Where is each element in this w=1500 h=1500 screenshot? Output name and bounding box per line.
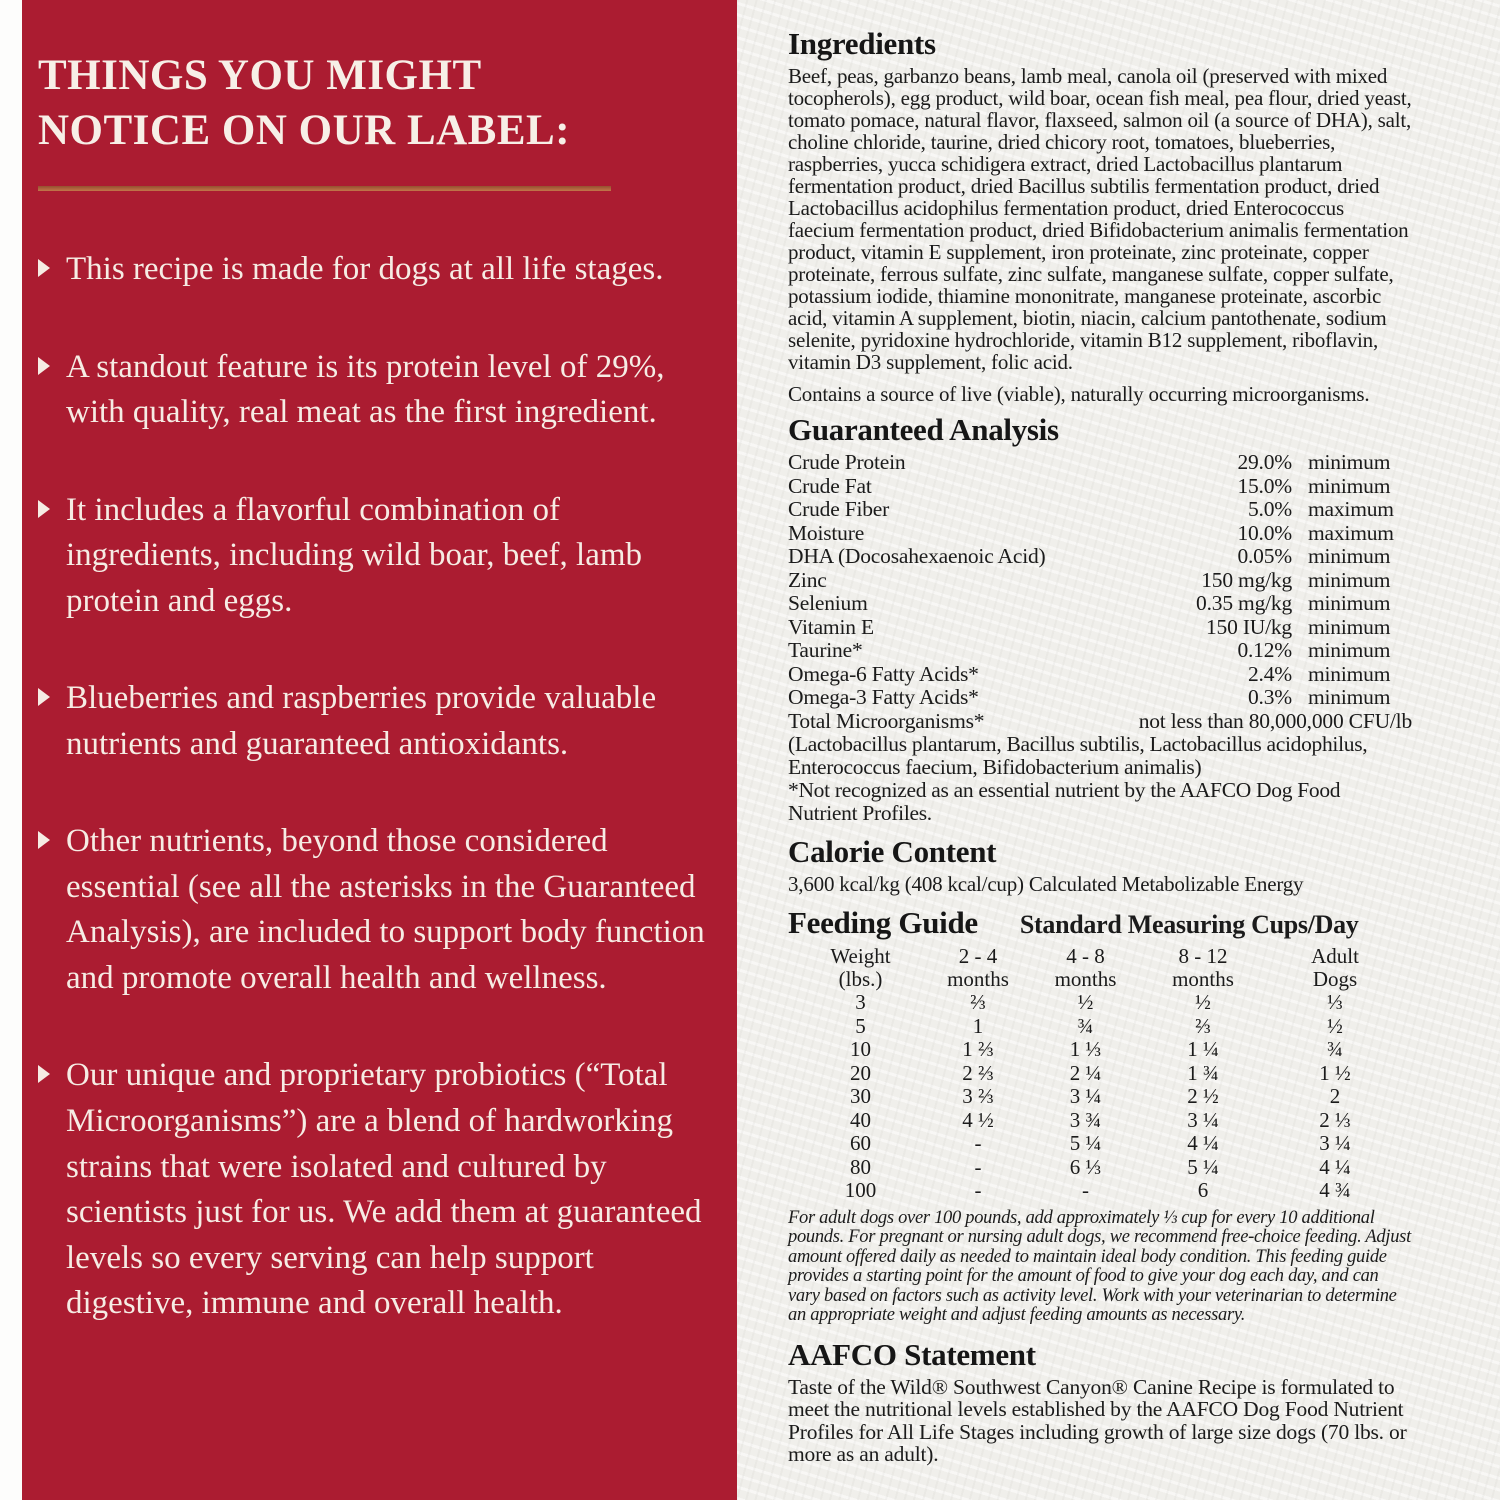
weight-cell: 3: [855, 990, 866, 1014]
cups-cell: 5 ¼: [1187, 1154, 1219, 1179]
bullet-text: A standout feature is its protein level of 29%, with quality, real meat as the first ingredient.: [66, 348, 665, 431]
column-header-line: (lbs.): [838, 967, 883, 991]
cups-cell: 3 ¼: [1319, 1131, 1351, 1155]
guaranteed-analysis-row: [788, 522, 1412, 546]
nutrient-qualifier: minimum: [1308, 661, 1391, 686]
cups-cell: 4 ¼: [1319, 1154, 1351, 1179]
guaranteed-analysis-row: [788, 498, 1412, 522]
cups-cell: 4 ¼: [1187, 1131, 1219, 1155]
nutrient-value: 150 mg/kg: [1201, 567, 1292, 592]
nutrient-label: Zinc: [788, 567, 827, 592]
cups-cell: -: [974, 1154, 982, 1179]
cups-cell: 1 ⅓: [1069, 1037, 1102, 1061]
cups-cell: 1: [972, 1013, 984, 1038]
guaranteed-analysis-row: [788, 569, 1412, 593]
triangle-bullet-icon: [38, 357, 50, 375]
nutrient-value: 2.4%: [1248, 661, 1292, 686]
nutrient-qualifier: minimum: [1308, 450, 1391, 474]
calorie-content-section: [788, 834, 1412, 895]
feeding-guide-column-headers: [788, 945, 1412, 991]
nutrient-qualifier: minimum: [1308, 567, 1391, 592]
nutrient-value: 0.3%: [1248, 685, 1292, 709]
column-header-line: Dogs: [1312, 967, 1358, 991]
aafco-statement-heading: AAFCO Statement: [788, 1336, 1036, 1372]
cups-cell: 1 ¾: [1187, 1060, 1219, 1085]
microorganism-species-list: (Lactobacillus plantarum, Bacillus subtilis, Lactobacillus acidophilus, Enterococcus faecium, Bifidobacterium animalis): [788, 732, 1368, 779]
cups-cell: 2: [1329, 1084, 1341, 1108]
nutrient-value: 29.0%: [1237, 450, 1292, 474]
feeding-guide-header: [788, 905, 1412, 941]
feeding-guide-row: [788, 1085, 1412, 1109]
weight-cell: 20: [850, 1060, 871, 1085]
cups-cell: ⅓: [1327, 990, 1343, 1014]
triangle-bullet-icon: [38, 831, 50, 849]
cups-cell: 3 ¾: [1069, 1107, 1102, 1132]
nutrient-qualifier: minimum: [1308, 638, 1391, 662]
weight-cell: 100: [844, 1178, 877, 1202]
cups-cell: -: [974, 1178, 982, 1202]
nutrient-value: 15.0%: [1237, 473, 1292, 498]
column-header-line: months: [1054, 967, 1117, 991]
label-notes-list: [38, 247, 707, 1327]
triangle-bullet-icon: [38, 259, 50, 277]
feeding-guide-column-header: [1023, 945, 1148, 991]
nutrient-label: Crude Fiber: [788, 497, 890, 521]
panel-title-line2: NOTICE ON OUR LABEL:: [38, 107, 571, 155]
nutrient-qualifier: minimum: [1308, 544, 1391, 568]
ingredients-heading: Ingredients: [788, 26, 936, 61]
aafco-statement-body: Taste of the Wild® Southwest Canyon® Canine Recipe is formulated to meet the nutritional levels established by the AAFCO Dog Food Nutrient Profiles for All Life Stages including growth of large size dogs (70 lbs. or more as an adult).: [788, 1374, 1407, 1466]
cups-cell: 1 ⅔: [962, 1037, 994, 1061]
guaranteed-analysis-row: [788, 686, 1412, 710]
nutrient-label: DHA (Docosahexaenoic Acid): [788, 544, 1046, 568]
cups-cell: 6: [1197, 1178, 1209, 1202]
feeding-guide-row: [788, 991, 1412, 1015]
feeding-guide-note: For adult dogs over 100 pounds, add approximately ⅓ cup for every 10 additional pounds. For pregnant or nursing adult dogs, we recommend free-choice feeding. Adjust amount offered daily as needed to maintain ideal body condition. This feeding guide provides a starting point for the amount of food to give your dog each day, and can vary based on factors such as activity level. Work with your veterinarian to determine an appropriate weight and adjust feeding amounts as necessary.: [788, 1207, 1411, 1325]
weight-cell: 80: [850, 1154, 871, 1179]
bullet-item: [38, 247, 707, 293]
total-microorganisms-value: not less than 80,000,000 CFU/lb: [1138, 708, 1412, 733]
nutrient-value: 5.0%: [1248, 497, 1292, 521]
feeding-guide-column-header: [788, 945, 933, 991]
nutrient-label: Omega-3 Fatty Acids*: [788, 685, 979, 709]
cups-cell: 2 ⅓: [1319, 1107, 1351, 1132]
nutrient-label: Crude Fat: [788, 473, 872, 498]
cups-cell: 2 ⅔: [962, 1060, 994, 1085]
feeding-guide-table: [788, 945, 1412, 1203]
column-header-line: 2 - 4: [958, 944, 998, 968]
total-microorganisms-label: Total Microorganisms*: [788, 708, 985, 733]
guaranteed-analysis-row: [788, 639, 1412, 663]
cups-cell: 6 ⅓: [1069, 1154, 1102, 1179]
weight-cell: 30: [850, 1084, 871, 1108]
nutrient-label: Moisture: [788, 520, 865, 545]
nutrient-label: Omega-6 Fatty Acids*: [788, 661, 979, 686]
nutrient-label: Selenium: [788, 591, 868, 615]
nutrient-qualifier: maximum: [1308, 497, 1394, 521]
cups-cell: -: [1082, 1178, 1089, 1202]
nutrient-qualifier: minimum: [1308, 685, 1391, 709]
guaranteed-analysis-row: [788, 451, 1412, 475]
cups-cell: 3 ⅔: [962, 1084, 994, 1108]
nutrient-qualifier: maximum: [1308, 520, 1394, 545]
feeding-guide-row: [788, 1038, 1412, 1062]
bullet-item: [38, 345, 707, 436]
red-info-panel: [22, 0, 737, 1500]
column-header-line: Adult: [1311, 944, 1359, 968]
bullet-item: [38, 488, 707, 625]
cups-cell: 4 ½: [962, 1107, 994, 1132]
feeding-guide-row: [788, 1109, 1412, 1133]
cups-cell: 5 ¼: [1069, 1131, 1102, 1155]
bullet-item: [38, 819, 707, 1001]
guaranteed-analysis-section: [788, 412, 1412, 825]
nutrient-value: 0.35 mg/kg: [1196, 591, 1292, 615]
label-back-panel: [737, 0, 1500, 1500]
feeding-guide-row: [788, 1132, 1412, 1156]
cups-cell: 1 ½: [1319, 1060, 1351, 1085]
cups-cell: 3 ¼: [1187, 1107, 1219, 1132]
nutrient-label: Crude Protein: [788, 450, 906, 474]
live-microorganisms-note: Contains a source of live (viable), naturally occurring microorganisms.: [788, 382, 1370, 406]
column-header-line: Weight: [830, 944, 891, 968]
guaranteed-analysis-heading: Guaranteed Analysis: [788, 412, 1059, 447]
cups-cell: 3 ¼: [1069, 1084, 1102, 1108]
bullet-text: Other nutrients, beyond those considered essential (see all the asterisks in the Guaranteed Analysis), are included to support body function and promote overall health and wellness.: [66, 823, 705, 996]
nutrient-value: 0.12%: [1237, 638, 1292, 662]
aafco-statement-section: [788, 1337, 1412, 1466]
feeding-guide-column-header: [1148, 945, 1258, 991]
bullet-text: This recipe is made for dogs at all life stages.: [66, 251, 664, 288]
weight-cell: 60: [850, 1131, 871, 1155]
cups-cell: ½: [1327, 1013, 1343, 1038]
bullet-text: It includes a flavorful combination of ingredients, including wild boar, beef, lamb protein and eggs.: [66, 491, 643, 619]
weight-cell: 10: [850, 1037, 871, 1061]
feeding-guide-column-header: [1258, 945, 1412, 991]
panel-title: [38, 48, 707, 158]
panel-title-line1: THINGS YOU MIGHT: [38, 52, 482, 99]
triangle-bullet-icon: [38, 688, 50, 706]
total-microorganisms-row: [788, 710, 1412, 734]
weight-cell: 40: [850, 1107, 871, 1132]
cups-cell: 1 ¼: [1187, 1037, 1219, 1061]
measuring-cups-subheading: Standard Measuring Cups/Day: [1019, 910, 1359, 939]
nutrient-qualifier: minimum: [1308, 614, 1391, 639]
guaranteed-analysis-row: [788, 592, 1412, 616]
ingredients-section: [788, 26, 1412, 405]
cups-cell: ¾: [1327, 1037, 1343, 1061]
triangle-bullet-icon: [38, 500, 50, 518]
feeding-guide-section: [788, 905, 1412, 1326]
guaranteed-analysis-row: [788, 545, 1412, 569]
feeding-guide-row: [788, 1015, 1412, 1039]
feeding-guide-column-header: [933, 945, 1023, 991]
ingredients-body: Beef, peas, garbanzo beans, lamb meal, canola oil (preserved with mixed tocopherols), egg product, wild boar, ocean fish meal, pea flour, dried yeast, tomato pomace, natural flavor, flaxseed, salmon oil (a source of DHA), salt, choline chloride, taurine, dried chicory root, tomatoes, blueberries, raspberries, yucca schidigera extract, dried Lactobacillus plantarum fermentation product, dried Bacillus subtilis fermentation product, dried Lactobacillus acidophilus fermentation product, dried Enterococcus faecium fermentation product, dried Bifidobacterium animalis fermentation product, vitamin E supplement, iron proteinate, zinc proteinate, copper proteinate, ferrous sulfate, zinc sulfate, manganese sulfate, copper sulfate, potassium iodide, thiamine mononitrate, manganese proteinate, ascorbic acid, vitamin A supplement, biotin, niacin, calcium pantothenate, sodium selenite, pyridoxine hydrochloride, vitamin B12 supplement, riboflavin, vitamin D3 supplement, folic acid.: [788, 64, 1412, 374]
cups-cell: ¾: [1077, 1013, 1094, 1038]
nutrient-qualifier: minimum: [1308, 473, 1391, 498]
guaranteed-analysis-row: [788, 616, 1412, 640]
feeding-guide-row: [788, 1156, 1412, 1180]
bullet-item: [38, 676, 707, 767]
cups-cell: -: [974, 1131, 982, 1155]
nutrient-label: Taurine*: [788, 638, 863, 662]
nutrient-label: Vitamin E: [788, 614, 874, 639]
calorie-content-heading: Calorie Content: [788, 834, 997, 869]
column-header-line: 8 - 12: [1178, 944, 1228, 968]
cups-cell: ⅔: [1195, 1013, 1211, 1038]
feeding-guide-heading: Feeding Guide: [788, 905, 978, 940]
bullet-text: Our unique and proprietary probiotics (“Total Microorganisms”) are a blend of hardworking strains that were isolated and cultured by scientists just for us. We add them at guaranteed levels so every serving can help support digestive, immune and overall health.: [66, 1057, 702, 1322]
column-header-line: months: [1172, 967, 1234, 991]
cups-cell: 4 ¾: [1319, 1178, 1351, 1202]
bullet-text: Blueberries and raspberries provide valuable nutrients and guaranteed antioxidants.: [66, 680, 657, 762]
cups-cell: ⅔: [970, 990, 986, 1014]
feeding-guide-rows: [788, 991, 1412, 1203]
column-header-line: months: [947, 967, 1009, 991]
guaranteed-analysis-table: [788, 451, 1412, 710]
feeding-guide-row: [788, 1179, 1412, 1203]
nutrient-value: 10.0%: [1237, 520, 1292, 545]
guaranteed-analysis-row: [788, 475, 1412, 499]
bullet-item: [38, 1053, 707, 1326]
cups-cell: ½: [1077, 990, 1094, 1014]
cups-cell: 2 ½: [1187, 1084, 1219, 1108]
column-header-line: 4 - 8: [1066, 944, 1105, 968]
triangle-bullet-icon: [38, 1065, 50, 1083]
cups-cell: 2 ¼: [1069, 1060, 1102, 1085]
feeding-guide-row: [788, 1062, 1412, 1086]
nutrient-qualifier: minimum: [1308, 591, 1391, 615]
weight-cell: 5: [855, 1013, 866, 1038]
cups-cell: ½: [1195, 990, 1211, 1014]
nutrient-value: 150 IU/kg: [1206, 614, 1292, 639]
gold-divider-rule: [38, 186, 611, 191]
asterisk-footnote: *Not recognized as an essential nutrient by the AAFCO Dog Food Nutrient Profiles.: [788, 778, 1341, 825]
calorie-content-body: 3,600 kcal/kg (408 kcal/cup) Calculated Metabolizable Energy: [788, 872, 1304, 896]
nutrient-value: 0.05%: [1237, 544, 1292, 568]
guaranteed-analysis-row: [788, 663, 1412, 687]
